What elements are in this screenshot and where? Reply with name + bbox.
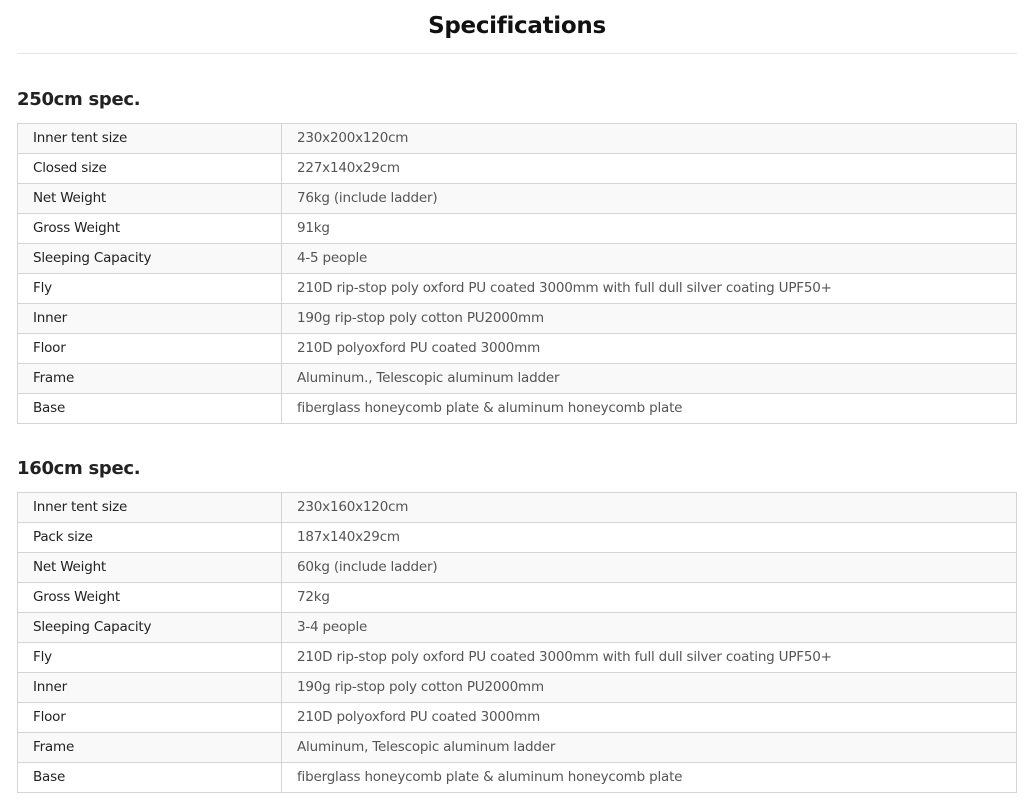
spec-value: Aluminum., Telescopic aluminum ladder (282, 364, 1017, 394)
spec-label: Gross Weight (18, 214, 282, 244)
spec-value: fiberglass honeycomb plate & aluminum honeycomb plate (282, 763, 1017, 793)
table-row (18, 673, 1017, 703)
table-row (18, 274, 1017, 304)
spec-label: Inner tent size (18, 124, 282, 154)
spec-value: 91kg (282, 214, 1017, 244)
spec-label: Floor (18, 703, 282, 733)
table-row (18, 214, 1017, 244)
section-heading-160cm: 160cm spec. (17, 458, 141, 479)
spec-value: 4-5 people (282, 244, 1017, 274)
spec-value: 230x200x120cm (282, 124, 1017, 154)
title-divider (17, 53, 1017, 54)
table-row (18, 583, 1017, 613)
table-row (18, 553, 1017, 583)
spec-table-250cm (17, 123, 1017, 424)
spec-value: 227x140x29cm (282, 154, 1017, 184)
table-row (18, 334, 1017, 364)
spec-label: Sleeping Capacity (18, 613, 282, 643)
spec-label: Gross Weight (18, 583, 282, 613)
section-heading-250cm: 250cm spec. (17, 89, 141, 110)
table-row (18, 304, 1017, 334)
spec-value: 210D rip-stop poly oxford PU coated 3000mm with full dull silver coating UPF50+ (282, 643, 1017, 673)
spec-value: 190g rip-stop poly cotton PU2000mm (282, 304, 1017, 334)
table-row (18, 613, 1017, 643)
spec-value: 187x140x29cm (282, 523, 1017, 553)
table-row (18, 523, 1017, 553)
table-row (18, 124, 1017, 154)
table-row (18, 154, 1017, 184)
spec-value: Aluminum, Telescopic aluminum ladder (282, 733, 1017, 763)
spec-value: 72kg (282, 583, 1017, 613)
table-row (18, 733, 1017, 763)
spec-value: 230x160x120cm (282, 493, 1017, 523)
spec-label: Floor (18, 334, 282, 364)
spec-label: Frame (18, 733, 282, 763)
table-row (18, 493, 1017, 523)
spec-label: Net Weight (18, 184, 282, 214)
spec-label: Fly (18, 274, 282, 304)
table-row (18, 703, 1017, 733)
spec-value: 76kg (include ladder) (282, 184, 1017, 214)
spec-label: Closed size (18, 154, 282, 184)
spec-table-160cm (17, 492, 1017, 793)
table-row (18, 643, 1017, 673)
spec-value: 210D polyoxford PU coated 3000mm (282, 703, 1017, 733)
spec-value: fiberglass honeycomb plate & aluminum honeycomb plate (282, 394, 1017, 424)
table-row (18, 184, 1017, 214)
spec-label: Base (18, 763, 282, 793)
spec-label: Base (18, 394, 282, 424)
spec-label: Inner tent size (18, 493, 282, 523)
spec-value: 3-4 people (282, 613, 1017, 643)
spec-value: 210D polyoxford PU coated 3000mm (282, 334, 1017, 364)
spec-label: Sleeping Capacity (18, 244, 282, 274)
page-title: Specifications (428, 13, 606, 39)
specifications-page (17, 0, 1017, 793)
spec-label: Inner (18, 304, 282, 334)
spec-label: Pack size (18, 523, 282, 553)
spec-label: Frame (18, 364, 282, 394)
table-row (18, 763, 1017, 793)
spec-value: 60kg (include ladder) (282, 553, 1017, 583)
spec-label: Fly (18, 643, 282, 673)
spec-label: Inner (18, 673, 282, 703)
spec-label: Net Weight (18, 553, 282, 583)
table-row (18, 394, 1017, 424)
spec-value: 210D rip-stop poly oxford PU coated 3000mm with full dull silver coating UPF50+ (282, 274, 1017, 304)
spec-value: 190g rip-stop poly cotton PU2000mm (282, 673, 1017, 703)
table-row (18, 364, 1017, 394)
table-row (18, 244, 1017, 274)
